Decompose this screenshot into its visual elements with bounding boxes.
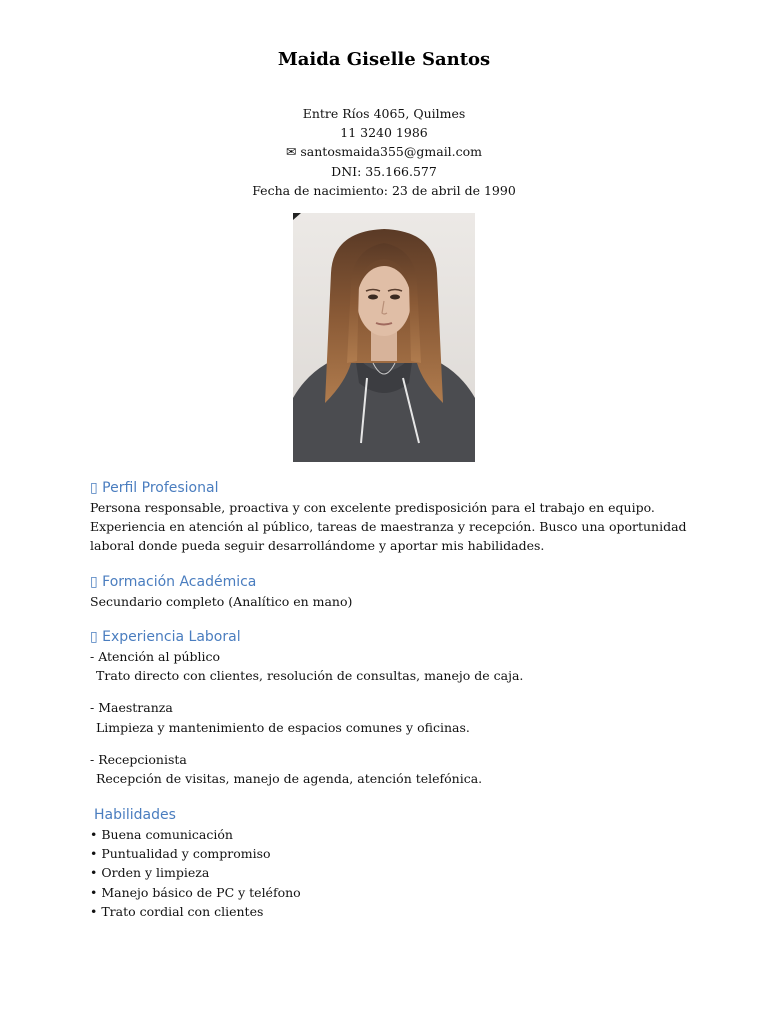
spacer — [90, 685, 690, 698]
profile-text — [90, 498, 690, 556]
skills-title: Habilidades — [94, 807, 176, 823]
job-description: Trato directo con clientes, resolución de consultas, manejo de caja. — [96, 668, 524, 684]
education-title: ▯ Formación Académica — [90, 574, 257, 590]
experience-title: ▯ Experiencia Laboral — [90, 629, 241, 645]
birth-date: Fecha de nacimiento: 23 de abril de 1990 — [252, 182, 516, 198]
job-description: Recepción de visitas, manejo de agenda, atención telefónica. — [96, 771, 483, 787]
spacer — [90, 737, 690, 750]
skill-item: • Orden y limpieza — [90, 865, 210, 881]
dni: DNI: 35.166.577 — [331, 163, 437, 179]
skills-list — [90, 825, 690, 921]
education-text: Secundario completo (Analítico en mano) — [90, 594, 353, 609]
job-role: - Recepcionista — [90, 751, 187, 767]
phone: 11 3240 1986 — [340, 125, 428, 141]
education-section — [90, 572, 690, 611]
profile-section — [90, 478, 690, 556]
profile-line: Experiencia en atención al público, tareas de maestranza y recepción. Busco una oportunidad — [90, 519, 687, 535]
skills-section — [90, 805, 690, 921]
experience-section — [90, 627, 690, 788]
profile-line: laboral donde pueda seguir desarrollándome y aportar mis habilidades. — [90, 538, 545, 554]
experience-list — [90, 647, 690, 788]
education-body — [90, 592, 690, 611]
skill-item: • Manejo básico de PC y teléfono — [90, 884, 301, 900]
address: Entre Ríos 4065, Quilmes — [302, 106, 466, 121]
resume-name: Maida Giselle Santos — [277, 49, 491, 70]
profile-line: Persona responsable, proactiva y con excelente predisposición para el trabajo en equipo. — [90, 500, 655, 515]
contact-block — [0, 104, 768, 200]
skill-item: • Puntualidad y compromiso — [90, 846, 271, 862]
job-role: - Maestranza — [90, 700, 173, 716]
job-description: Limpieza y mantenimiento de espacios comunes y oficinas. — [96, 719, 470, 735]
job-role: - Atención al público — [90, 649, 221, 664]
profile-photo — [293, 213, 475, 462]
skill-item: • Trato cordial con clientes — [90, 903, 264, 919]
email: ✉ santosmaida355@gmail.com — [285, 144, 483, 160]
skill-item: • Buena comunicación — [90, 827, 233, 842]
profile-title: ▯ Perfil Profesional — [90, 480, 219, 496]
